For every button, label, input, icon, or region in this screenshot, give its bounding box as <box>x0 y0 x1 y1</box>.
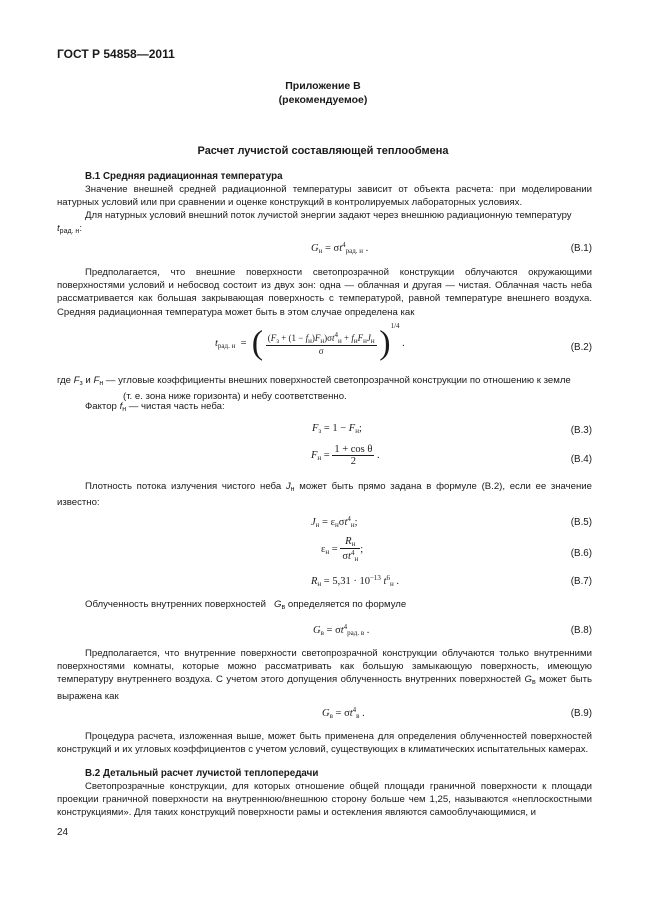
appendix-title: Приложение В <box>285 80 361 92</box>
paragraph-6: Плотность потока излучения чистого неба $J_н$ может быть прямо задана в формуле (В.2), если ее значение известно: <box>57 481 593 509</box>
paragraph-8-tail: может быть выражена как <box>57 674 592 702</box>
paragraph-8-text: Предполагается, что внутренние поверхности светопрозрачной конструкции облучаются только внутренними поверхностями комнаты, которые можно рассматривать как большую замыкающую поверхность, имеющую температуру внутреннего воздуха. С учетом этого допущения облученность внутренних поверхностей <box>57 648 592 686</box>
appendix-subtitle: (рекомендуемое) <box>278 94 368 106</box>
section-heading-b2: В.2 Детальный расчет лучистой теплопередачи <box>85 768 319 779</box>
paragraph-4: где $F_з$ и $F_н$ — угловые коэффициенты внешних поверхностей светопрозрачной конструкции по отношению к земле (т. е. зона ниже горизонта) и небу соответственно. <box>57 375 571 403</box>
formula-b4: $F_н$ = $\frac{\text{1 + cos θ}}{2}$ . <box>311 444 380 467</box>
formula-b9: $G_в = \sigma t^4_в$ . <box>322 706 365 720</box>
paragraph-9: Процедура расчета, изложенная выше, может быть применена для определения облученностей поверхностей конструкций и их угловых коэффициентов с учетом условий, существующих в климатических испытательных камерах. <box>57 731 592 756</box>
paragraph-4-text: угловые коэффициенты внешних поверхностей светопрозрачной конструкции по отношению к земле <box>118 375 571 386</box>
formula-b7: $R_н = 5,31 \cdot 10^{-13}$ $t^6_н$ . <box>311 574 399 588</box>
paragraph-10: Светопрозрачные конструкции, для которых отношение общей площади граничной поверхности к площади проекции граничной поверхности на внутреннюю/внешнюю сторону больше чем 1,25, называются «неплоскостными конструкциями». Для таких конструкций поверхности рамы и остекления являются самооблучающимися, и <box>57 781 592 819</box>
formula-b6: $\varepsilon_н$ = $\frac{R_н}{\sigma t^4_н}$ ; <box>321 536 364 563</box>
formula-b2: $t_{рад. н}$ = ( $\frac{(F_з + (1 - f_н)F_н)\sigma t^4_н + f_нF_нJ_н}{\sigma}$ )$^{1/4}$ . <box>215 322 405 362</box>
paragraph-1: Значение внешней средней радиационной температуры зависит от объекта расчета: при моделировании натурных условий или при сравнении и оценке конструкций в контролируемых лабораторных условиях. <box>57 184 592 209</box>
formula-b3: $F_з = 1 - F_н$; <box>312 423 362 435</box>
paragraph-7: Облученность внутренних поверхностей $G_в$ определяется по формуле <box>85 599 407 611</box>
equation-number-9: (В.9) <box>570 708 592 719</box>
paragraph-6-text: Плотность потока излучения чистого неба <box>85 481 282 492</box>
formula-b5: $J_н = \varepsilon_н\sigma t^4_н$; <box>311 515 358 529</box>
paragraph-3: Предполагается, что внешние поверхности светопрозрачной конструкции облучаются окружающими поверхностями условий и небосвод состоит из двух зон: одна — облачная и другая — чистая. Облачная часть неба рассматривается как большая закрывающая поверхность с температурой, равной температуре внешнего воздуха. Средняя радиационная температура может быть в этом случае определена как <box>57 267 592 318</box>
paragraph-4-continuation: (т. е. зона ниже горизонта) и небу соответственно. <box>123 391 347 403</box>
paragraph-7-text: Облученность внутренних поверхностей <box>85 599 267 610</box>
paragraph-5-tail: — чистая часть неба: <box>128 401 225 412</box>
paragraph-8: Предполагается, что внутренние поверхности светопрозрачной конструкции облучаются только внутренними поверхностями комнаты, которые можно рассматривать как большую замыкающую поверхность, имеющую температуру внутреннего воздуха. С учетом этого допущения облученность внутренних поверхностей $G_в$ может быть выражена как <box>57 648 592 702</box>
paragraph-7-tail: определяется по формуле <box>287 599 407 610</box>
paragraph-5-text: Фактор <box>85 401 117 412</box>
equation-number-8: (В.8) <box>570 625 592 636</box>
formula-b1: $G_н = \sigma t^4_{рад. н}$ . <box>311 241 369 255</box>
paragraph-5: Фактор $f_н$ — чистая часть неба: <box>85 401 225 413</box>
standard-header: ГОСТ Р 54858—2011 <box>57 47 175 61</box>
paragraph-2-text: Для натурных условий внешний поток лучистой энергии задают через внешнюю радиационную температуру <box>85 210 572 221</box>
equation-number-1: (В.1) <box>570 243 592 254</box>
paragraph-2: Для натурных условий внешний поток лучистой энергии задают через внешнюю радиационную температуру $t_{рад. н}$: <box>57 210 572 236</box>
main-title: Расчет лучистой составляющей теплообмена <box>197 145 449 157</box>
paragraph-6-tail: может быть прямо задана в формуле (В.2), если ее значение известно: <box>57 481 593 509</box>
equation-number-3: (В.3) <box>570 425 592 436</box>
equation-number-6: (В.6) <box>570 548 592 559</box>
section-heading-b1: В.1 Средняя радиационная температура <box>85 171 283 182</box>
formula-b8: $G_в = \sigma t^4_{рад. в}$ . <box>313 623 370 637</box>
equation-number-4: (В.4) <box>570 454 592 465</box>
equation-number-7: (В.7) <box>570 576 592 587</box>
equation-number-5: (В.5) <box>570 517 592 528</box>
page-number: 24 <box>57 827 69 838</box>
equation-number-2: (В.2) <box>570 342 592 353</box>
